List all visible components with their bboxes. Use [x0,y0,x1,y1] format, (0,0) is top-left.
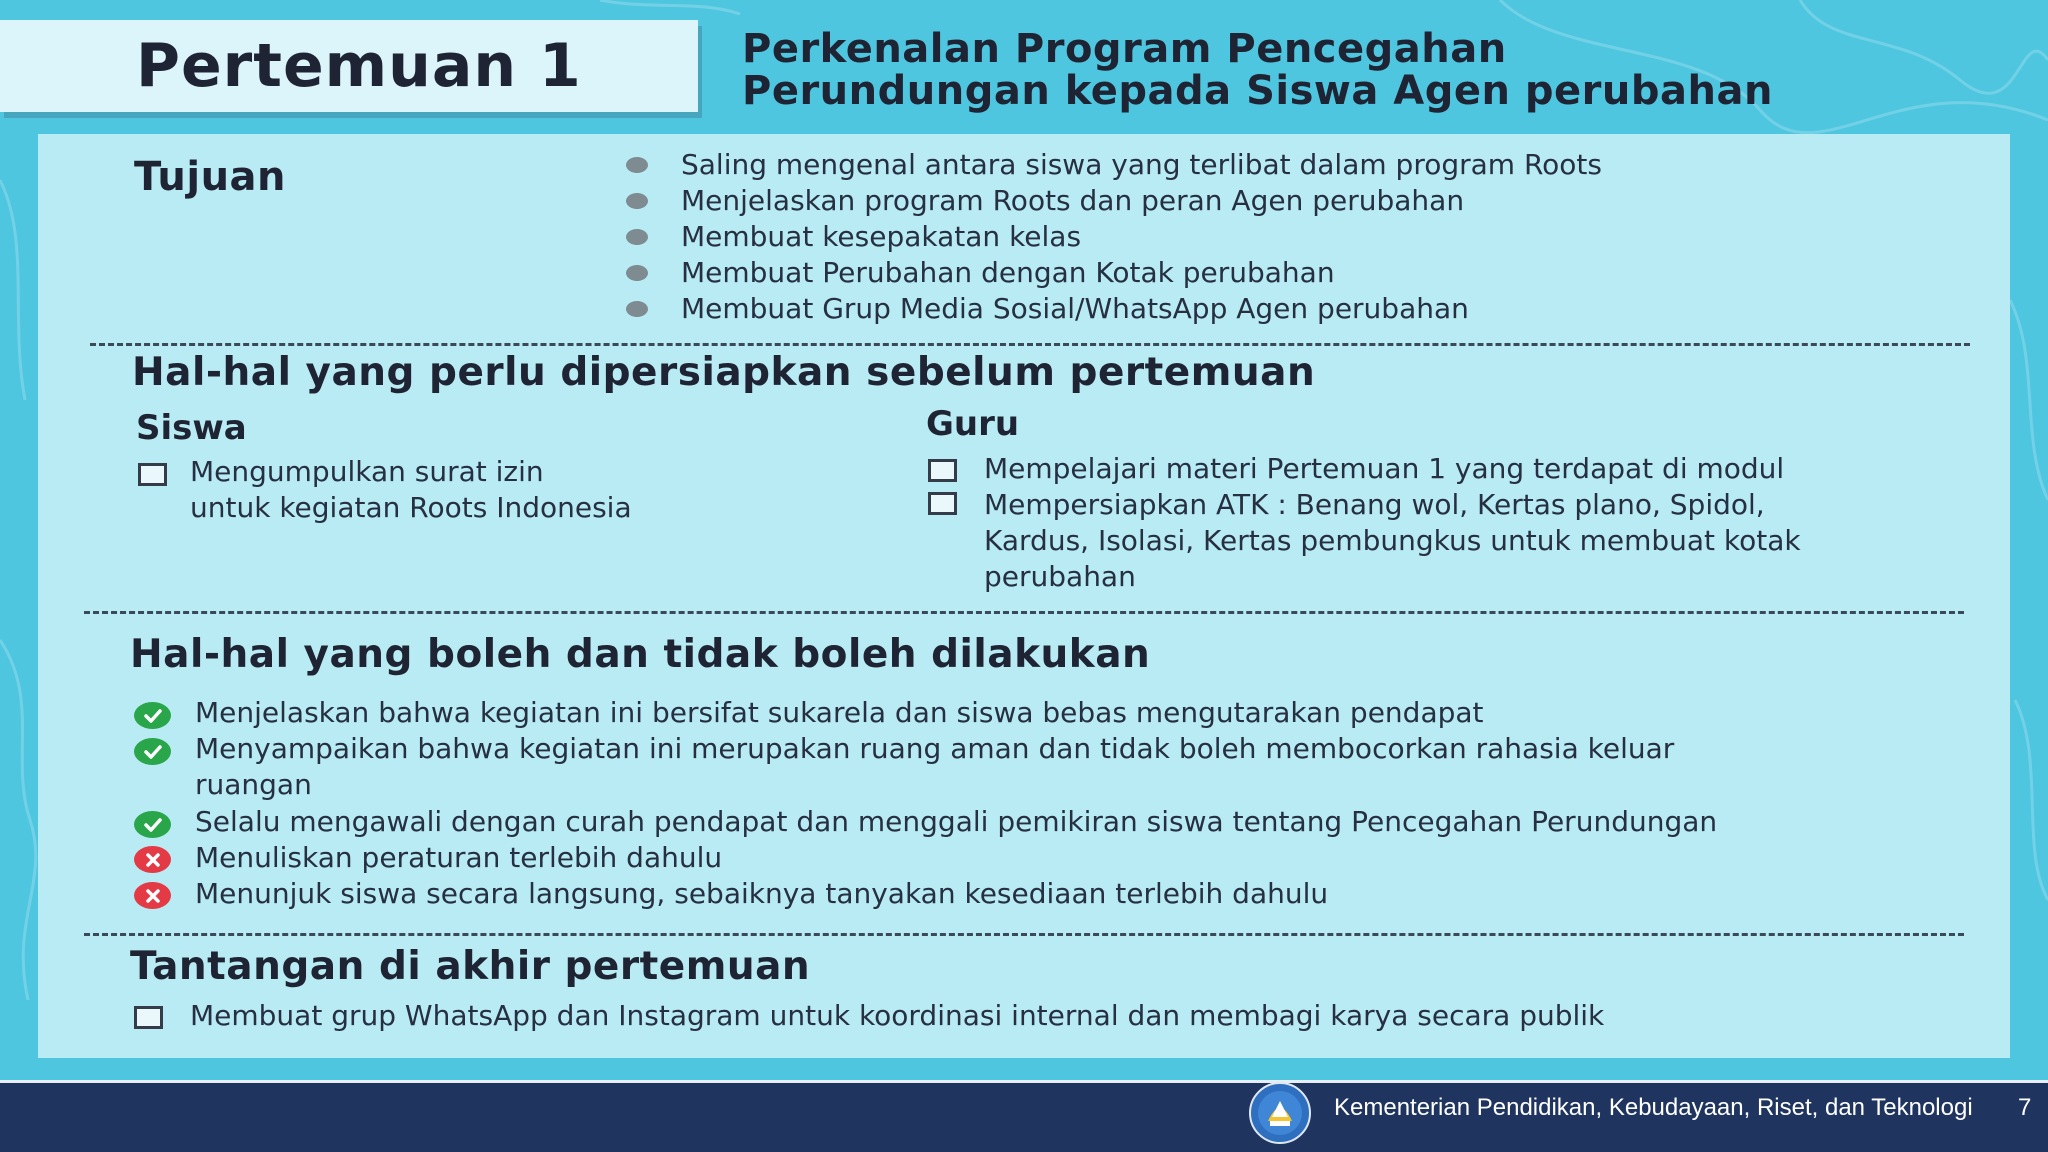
footer-divider [0,1080,2048,1083]
x-circle-icon [134,882,171,909]
tujuan-heading: Tujuan [134,154,287,200]
bullet-dot-icon [626,157,648,173]
tantangan-heading: Tantangan di akhir pertemuan [130,944,811,989]
subtitle-line-2: Perundungan kepada Siswa Agen perubahan [742,68,1773,114]
page-number: 7 [2018,1094,2032,1121]
content-panel [38,134,2010,1058]
persiapan-heading: Hal-hal yang perlu dipersiapkan sebelum pertemuan [132,350,1316,395]
section-divider [84,611,1964,614]
empty-checkbox-icon [928,492,957,515]
dont-item-line: Menuliskan peraturan terlebih dahulu [195,841,723,874]
tujuan-item: Membuat kesepakatan kelas [681,220,1082,253]
tantangan-item: Membuat grup WhatsApp dan Instagram untuk koordinasi internal dan membagi karya secara publik [190,999,1605,1032]
siswa-item-line: Mengumpulkan surat izin [190,455,544,488]
section-divider [90,343,1970,346]
check-circle-icon [134,702,171,729]
empty-checkbox-icon [134,1006,163,1029]
bullet-dot-icon [626,301,648,317]
guru-heading: Guru [926,404,1020,444]
empty-checkbox-icon [138,463,167,486]
bullet-dot-icon [626,265,648,281]
dos-donts-heading: Hal-hal yang boleh dan tidak boleh dilakukan [130,632,1151,677]
siswa-heading: Siswa [136,408,247,448]
page-title: Pertemuan 1 [136,31,582,101]
tujuan-item: Saling mengenal antara siswa yang terlibat dalam program Roots [681,148,1602,181]
bullet-dot-icon [626,193,648,209]
guru-item-line: Kardus, Isolasi, Kertas pembungkus untuk membuat kotak [984,524,1801,557]
check-circle-icon [134,738,171,765]
do-item-line: Menjelaskan bahwa kegiatan ini bersifat sukarela dan siswa bebas mengutarakan pendapat [195,696,1484,729]
guru-item-line: Mempelajari materi Pertemuan 1 yang terdapat di modul [984,452,1785,485]
empty-checkbox-icon [928,459,957,482]
guru-item-line: Mempersiapkan ATK : Benang wol, Kertas plano, Spidol, [984,488,1765,521]
tujuan-item: Menjelaskan program Roots dan peran Agen perubahan [681,184,1465,217]
dont-item-line: Menunjuk siswa secara langsung, sebaiknya tanyakan kesediaan terlebih dahulu [195,877,1329,910]
ministry-emblem-icon [1248,1081,1312,1145]
subtitle-line-1: Perkenalan Program Pencegahan [742,26,1507,72]
x-circle-icon [134,846,171,873]
tujuan-item: Membuat Perubahan dengan Kotak perubahan [681,256,1335,289]
do-item-line: Selalu mengawali dengan curah pendapat dan menggali pemikiran siswa tentang Pencegahan Perundungan [195,805,1718,838]
tujuan-item: Membuat Grup Media Sosial/WhatsApp Agen perubahan [681,292,1469,325]
siswa-item-line: untuk kegiatan Roots Indonesia [190,491,632,524]
page-subtitle [742,28,2002,112]
do-item-line: Menyampaikan bahwa kegiatan ini merupakan ruang aman dan tidak boleh membocorkan rahasia keluar [195,732,1675,765]
check-circle-icon [134,811,171,838]
footer-ministry-name: Kementerian Pendidikan, Kebudayaan, Riset, dan Teknologi [1334,1094,1973,1121]
do-item-line: ruangan [195,768,312,801]
section-divider [84,933,1964,936]
title-box [0,20,698,112]
bullet-dot-icon [626,229,648,245]
guru-item-line: perubahan [984,560,1136,593]
